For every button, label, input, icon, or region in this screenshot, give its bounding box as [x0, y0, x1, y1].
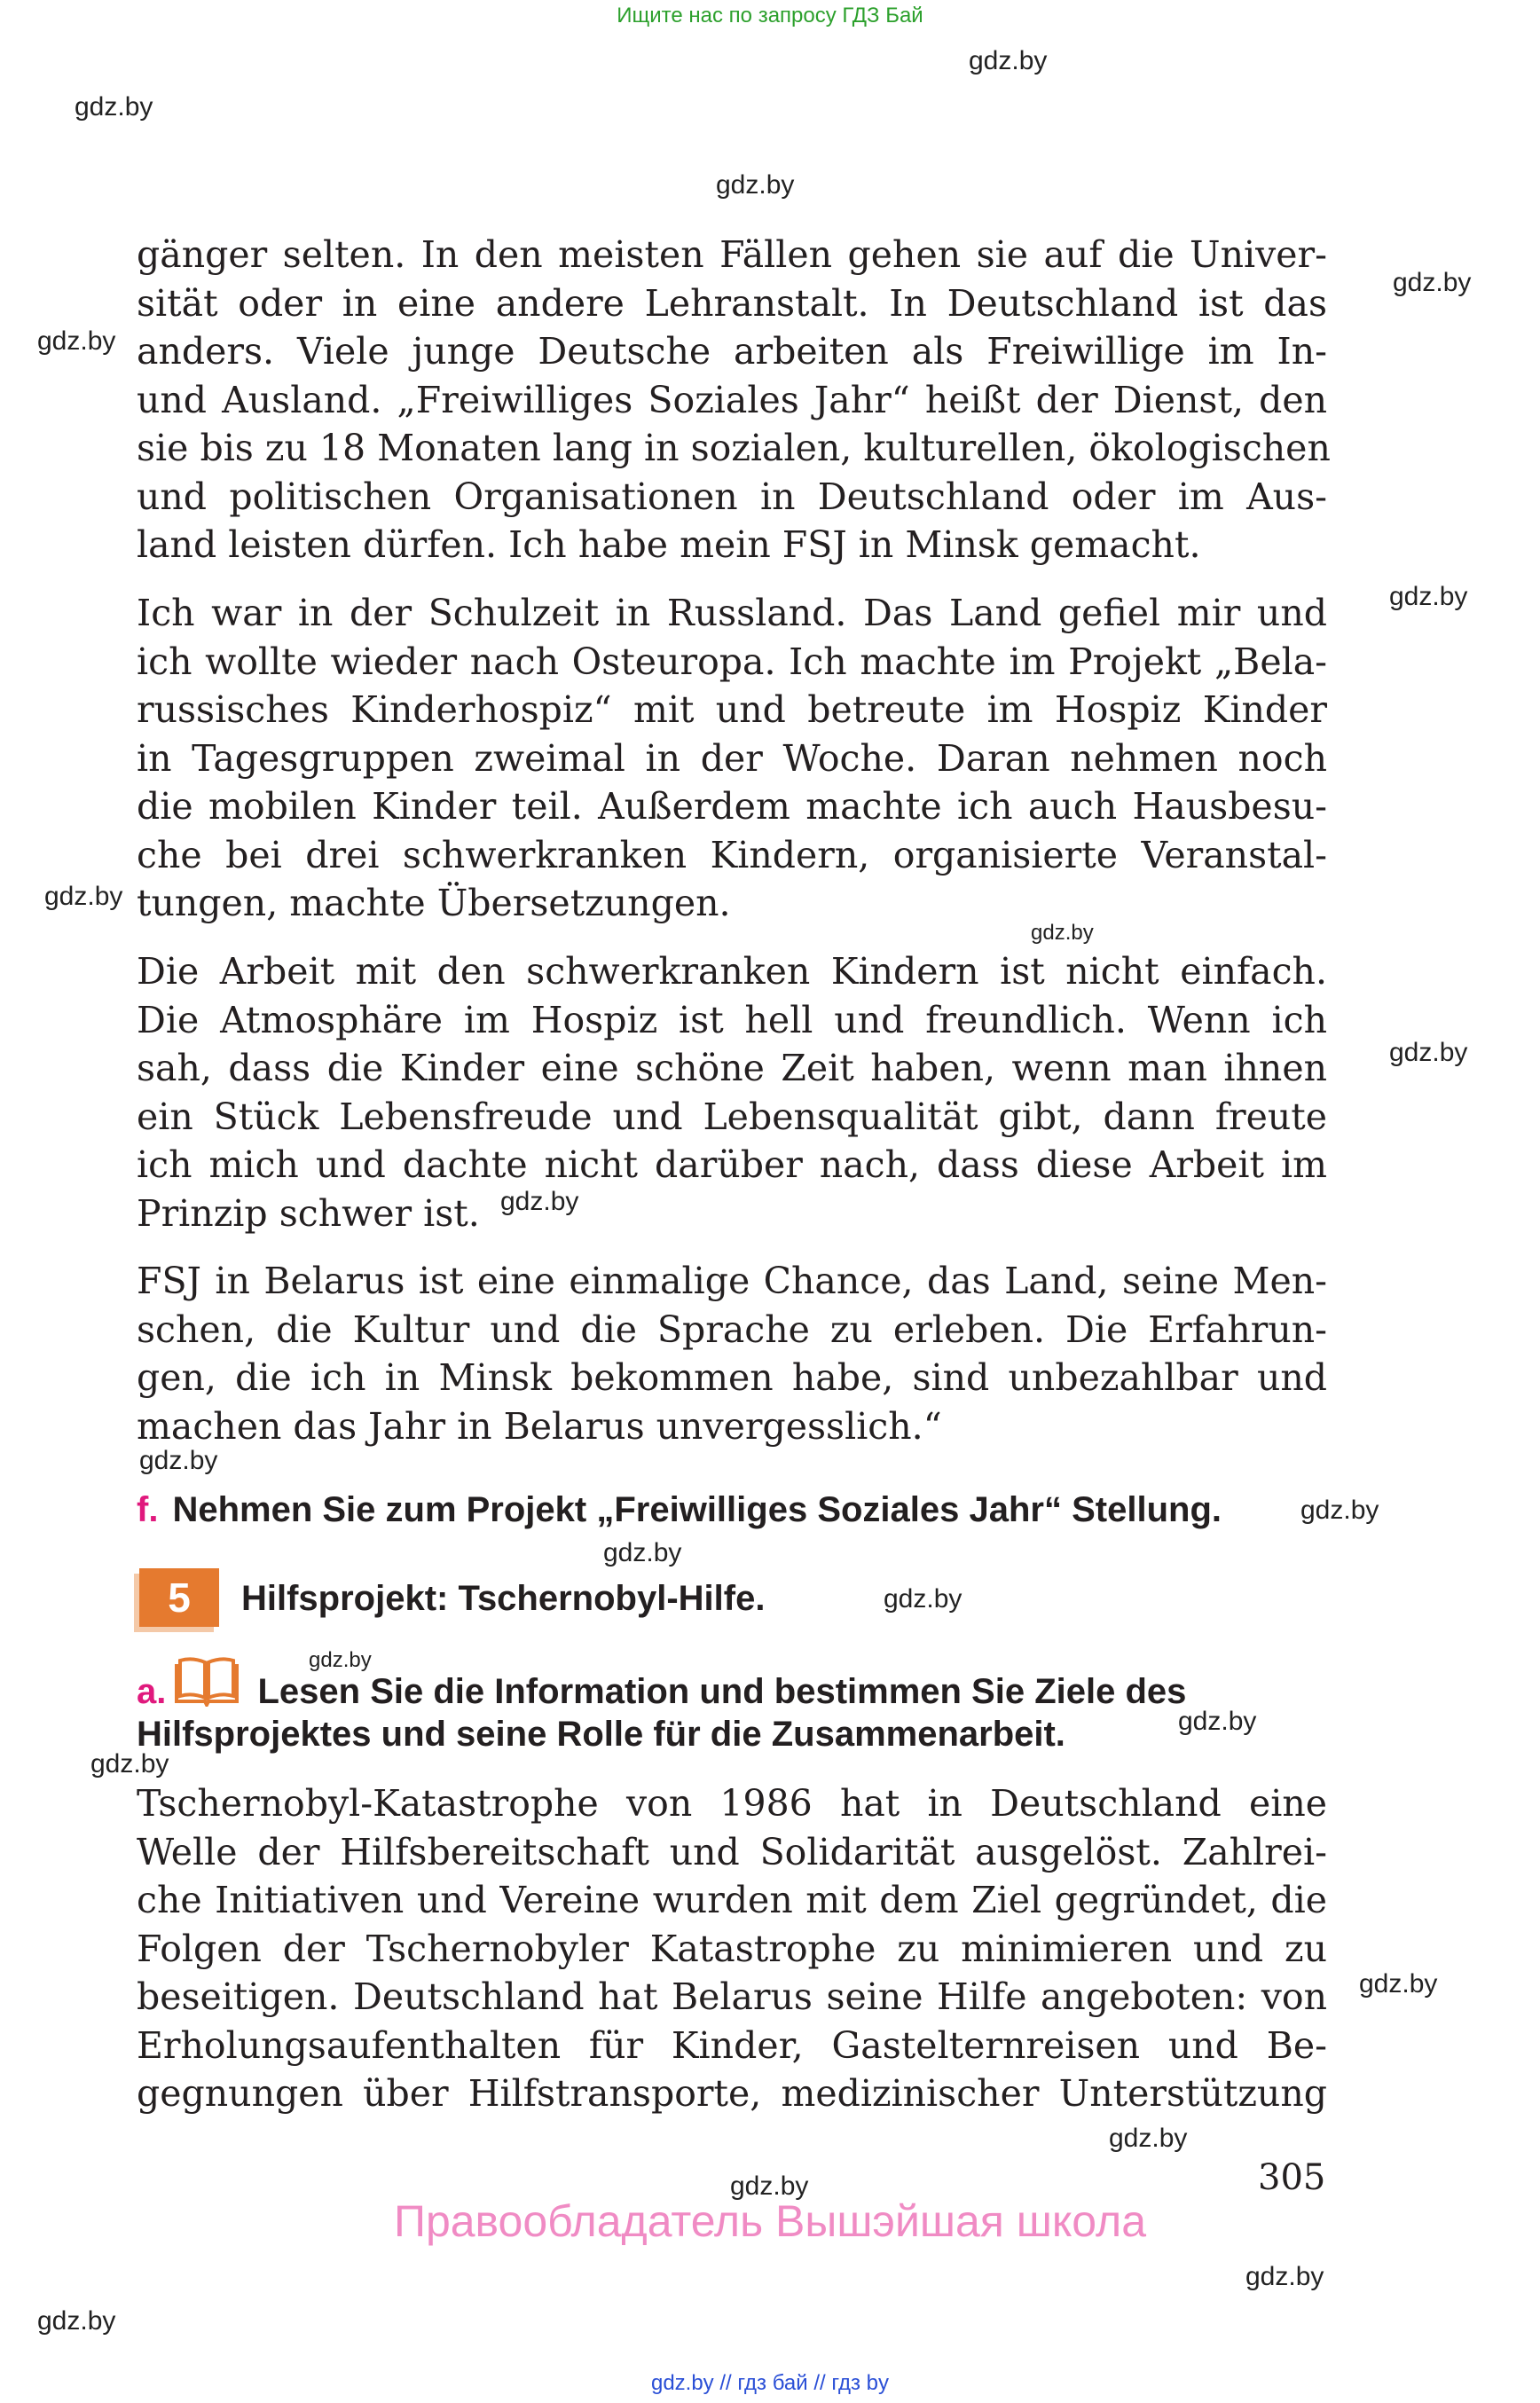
watermark: gdz.by: [1359, 1969, 1438, 1999]
watermark: gdz.by: [37, 326, 116, 356]
watermark: gdz.by: [730, 2171, 809, 2201]
watermark: gdz.by: [1389, 582, 1468, 611]
paragraph: [137, 589, 1327, 928]
watermark: gdz.by: [884, 1584, 962, 1614]
watermark: gdz.by: [309, 1648, 372, 1672]
text-line: Tschernobyl-Katastrophe von 1986 hat in Deutschland eine: [137, 1782, 1327, 1825]
text-line: land leisten dürfen. Ich habe mein FSJ in Minsk gemacht.: [137, 523, 1201, 566]
text-line: gegnungen über Hilfstransporte, medizinischer Unterstützung: [137, 2072, 1327, 2115]
watermark: gdz.by: [44, 882, 123, 911]
text-line: FSJ in Belarus ist eine einmalige Chance, das Land, seine Men-: [137, 1260, 1327, 1302]
text-line: machen das Jahr in Belarus unvergesslich.“: [137, 1404, 942, 1448]
watermark: gdz.by: [1245, 2262, 1324, 2291]
watermark: gdz.by: [1031, 921, 1094, 945]
text-line: ich wollte wieder nach Osteuropa. Ich machte im Projekt „Bela-: [137, 640, 1327, 683]
watermark: gdz.by: [1393, 268, 1472, 297]
watermark: gdz.by: [969, 46, 1048, 75]
paragraph: [137, 947, 1327, 1237]
text-line: Ich war in der Schulzeit in Russland. Das Land gefiel mir und: [137, 592, 1327, 634]
text-line: Prinzip schwer ist.: [137, 1191, 480, 1235]
copyright-notice: Правообладатель Вышэйшая школа: [394, 2196, 1146, 2246]
watermark: gdz.by: [1109, 2124, 1188, 2153]
task-a: [137, 1655, 1186, 1755]
text-line: Die Atmosphäre im Hospiz ist hell und freundlich. Wenn ich: [137, 998, 1327, 1041]
text-line: gen, die ich in Minsk bekommen habe, sind unbezahlbar und: [137, 1356, 1327, 1399]
text-line: ich mich und dachte nicht darüber nach, dass diese Arbeit im: [137, 1143, 1327, 1186]
watermark: gdz.by: [603, 1538, 682, 1567]
watermark: gdz.by: [90, 1749, 169, 1779]
text-line: ein Stück Lebensfreude und Lebensqualität gibt, dann freute: [137, 1095, 1327, 1138]
text-line: che Initiativen und Vereine wurden mit dem Ziel gegründet, die: [137, 1879, 1327, 1921]
text-line: beseitigen. Deutschland hat Belarus seine Hilfe angeboten: von: [137, 1975, 1327, 2018]
section-title: Hilfsprojekt: Tschernobyl-Hilfe.: [241, 1579, 766, 1618]
text-line: sität oder in eine andere Lehranstalt. In Deutschland ist das: [137, 281, 1327, 325]
section-number: 5: [139, 1568, 219, 1627]
text-line: Erholungsaufenthalten für Kinder, Gastelternreisen und Be-: [137, 2023, 1327, 2067]
watermark: gdz.by: [500, 1187, 579, 1216]
text-line: in Tagesgruppen zweimal in der Woche. Daran nehmen noch: [137, 736, 1327, 780]
task-f: [137, 1490, 1222, 1530]
paragraph: [137, 1257, 1327, 1450]
text-line: Welle der Hilfsbereitschaft und Solidarität ausgelöst. Zahlrei-: [137, 1830, 1327, 1873]
watermark: gdz.by: [1300, 1496, 1379, 1525]
book-icon: [173, 1655, 240, 1707]
text-line: sie bis zu 18 Monaten lang in sozialen, kulturellen, ökologischen: [137, 427, 1331, 469]
text-line: gänger selten. In den meisten Fällen gehen sie auf die Univer-: [137, 233, 1327, 276]
watermark: gdz.by: [75, 92, 153, 122]
text-line: Folgen der Tschernobyler Katastrophe zu minimieren und zu: [137, 1927, 1327, 1970]
task-letter: f.: [137, 1490, 159, 1529]
text-line: die mobilen Kinder teil. Außerdem machte ich auch Hausbesu-: [137, 785, 1327, 828]
text-line: Die Arbeit mit den schwerkranken Kindern ist nicht einfach.: [137, 950, 1327, 993]
watermark: gdz.by: [37, 2306, 116, 2336]
text-line: schen, die Kultur und die Sprache zu erleben. Die Erfahrun-: [137, 1308, 1327, 1351]
text-line: che bei drei schwerkranken Kindern, organisierte Veranstal-: [137, 833, 1327, 876]
text-line: und Ausland. „Freiwilliges Soziales Jahr“ heißt der Dienst, den: [137, 378, 1327, 421]
watermark: gdz.by: [139, 1446, 218, 1475]
task-text: Hilfsprojektes und seine Rolle für die Zusammenarbeit.: [137, 1715, 1065, 1754]
watermark: gdz.by: [716, 170, 795, 200]
text-line: tungen, machte Übersetzungen.: [137, 882, 731, 924]
text-line: sah, dass die Kinder eine schöne Zeit haben, wenn man ihnen: [137, 1047, 1327, 1089]
task-text: Lesen Sie die Information und bestimmen Sie Ziele des: [257, 1672, 1187, 1711]
text-line: und politischen Organisationen in Deutschland oder im Aus-: [137, 475, 1327, 518]
top-banner: Ищите нас по запросу ГДЗ Бай: [617, 4, 923, 27]
page-number: 305: [1258, 2157, 1326, 2198]
task-letter: a.: [137, 1672, 167, 1711]
watermark: gdz.by: [1178, 1707, 1257, 1736]
text-line: anders. Viele junge Deutsche arbeiten als Freiwillige im In-: [137, 330, 1327, 373]
text-line: russisches Kinderhospiz“ mit und betreute im Hospiz Kinder: [137, 688, 1327, 731]
paragraph: [137, 1779, 1327, 2118]
task-text: Nehmen Sie zum Projekt „Freiwilliges Soziales Jahr“ Stellung.: [172, 1490, 1222, 1529]
footer-links: gdz.by // гдз бай // гдз by: [650, 2371, 890, 2395]
watermark: gdz.by: [1389, 1038, 1468, 1067]
paragraph: [137, 231, 1331, 569]
